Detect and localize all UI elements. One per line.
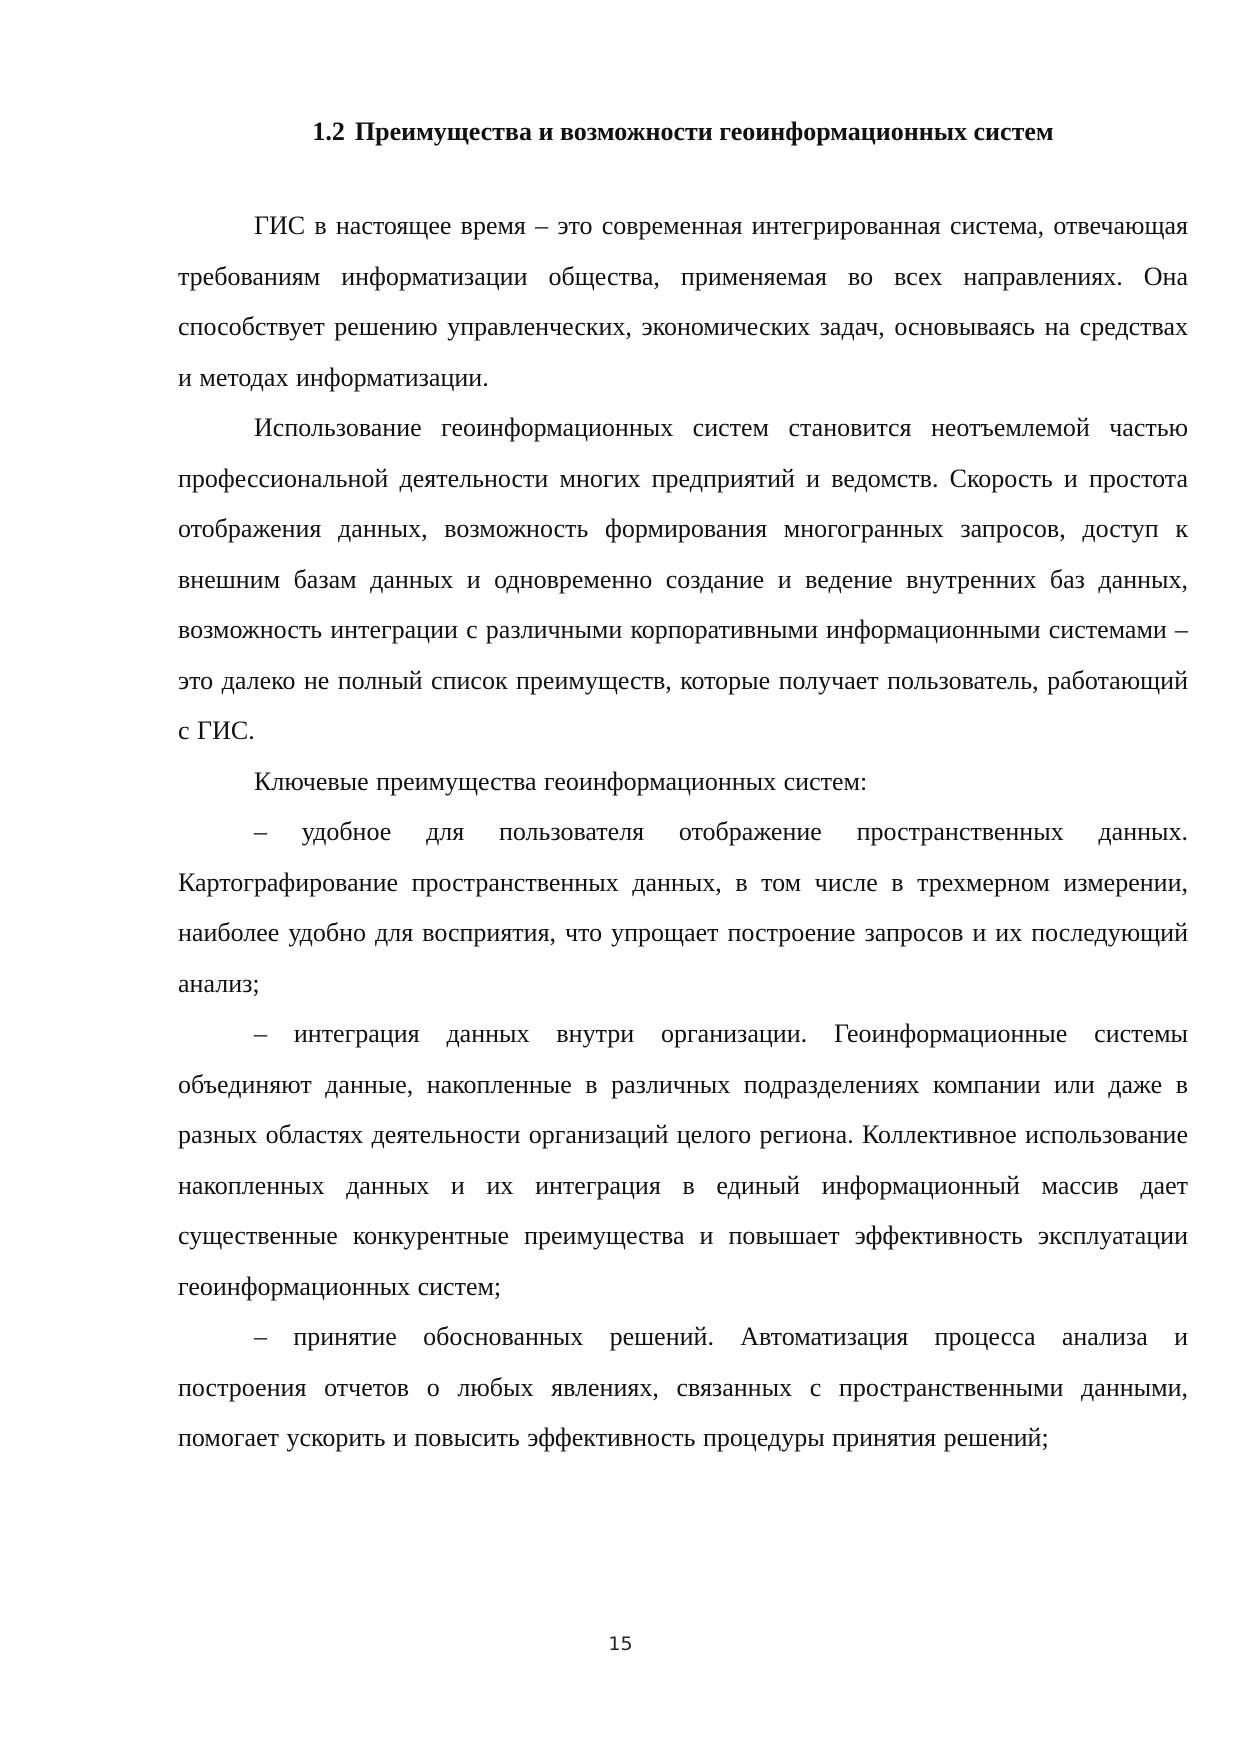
section-number: 1.2 [312, 117, 345, 146]
list-item-spatial-display: – удобное для пользователя отображение пространственных данных. Картографирование пространственных данных, в том числе в трехмерном измерении, наиболее удобно для восприятия, что упрощает построение запросов и их последующий анализ; [178, 817, 1188, 998]
list-item-decision-making: – принятие обоснованных решений. Автоматизация процесса анализа и построения отчетов о любых явлениях, связанных с пространственными данными, помогает ускорить и повысить эффективность процедуры принятия решений; [178, 1322, 1188, 1452]
paragraph-gis-definition: ГИС в настоящее время – это современная интегрированная система, отвечающая требованиям информатизации общества, применяемая во всех направлениях. Она способствует решению управленческих, экономических задач, основываясь на средствах и методах информатизации. [178, 211, 1188, 392]
paragraph-key-advantages-intro: Ключевые преимущества геоинформационных систем: [254, 766, 868, 796]
body-text [178, 201, 1188, 1464]
paragraph-gis-usage: Использование геоинформационных систем становится неотъемлемой частью профессиональной деятельности многих предприятий и ведомств. Скорость и простота отображения данных, возможность формирования многогранных запросов, доступ к внешним базам данных и одновременно создание и ведение внутренних баз данных, возможность интеграции с различными корпоративными информационными системами – это далеко не полный список преимуществ, которые получает пользователь, работающий с ГИС. [178, 413, 1188, 745]
page-number: 15 [608, 1633, 633, 1655]
section-heading [178, 117, 1188, 147]
list-item-data-integration: – интеграция данных внутри организации. Геоинформационные системы объединяют данные, накопленные в различных подразделениях компании или даже в разных областях деятельности организаций целого региона. Коллективное использование накопленных данных и их интеграция в единый информационный массив дает существенные конкурентные преимущества и повышает эффективность эксплуатации геоинформационных систем; [178, 1019, 1188, 1301]
section-title: Преимущества и возможности геоинформационных систем [354, 117, 1054, 146]
